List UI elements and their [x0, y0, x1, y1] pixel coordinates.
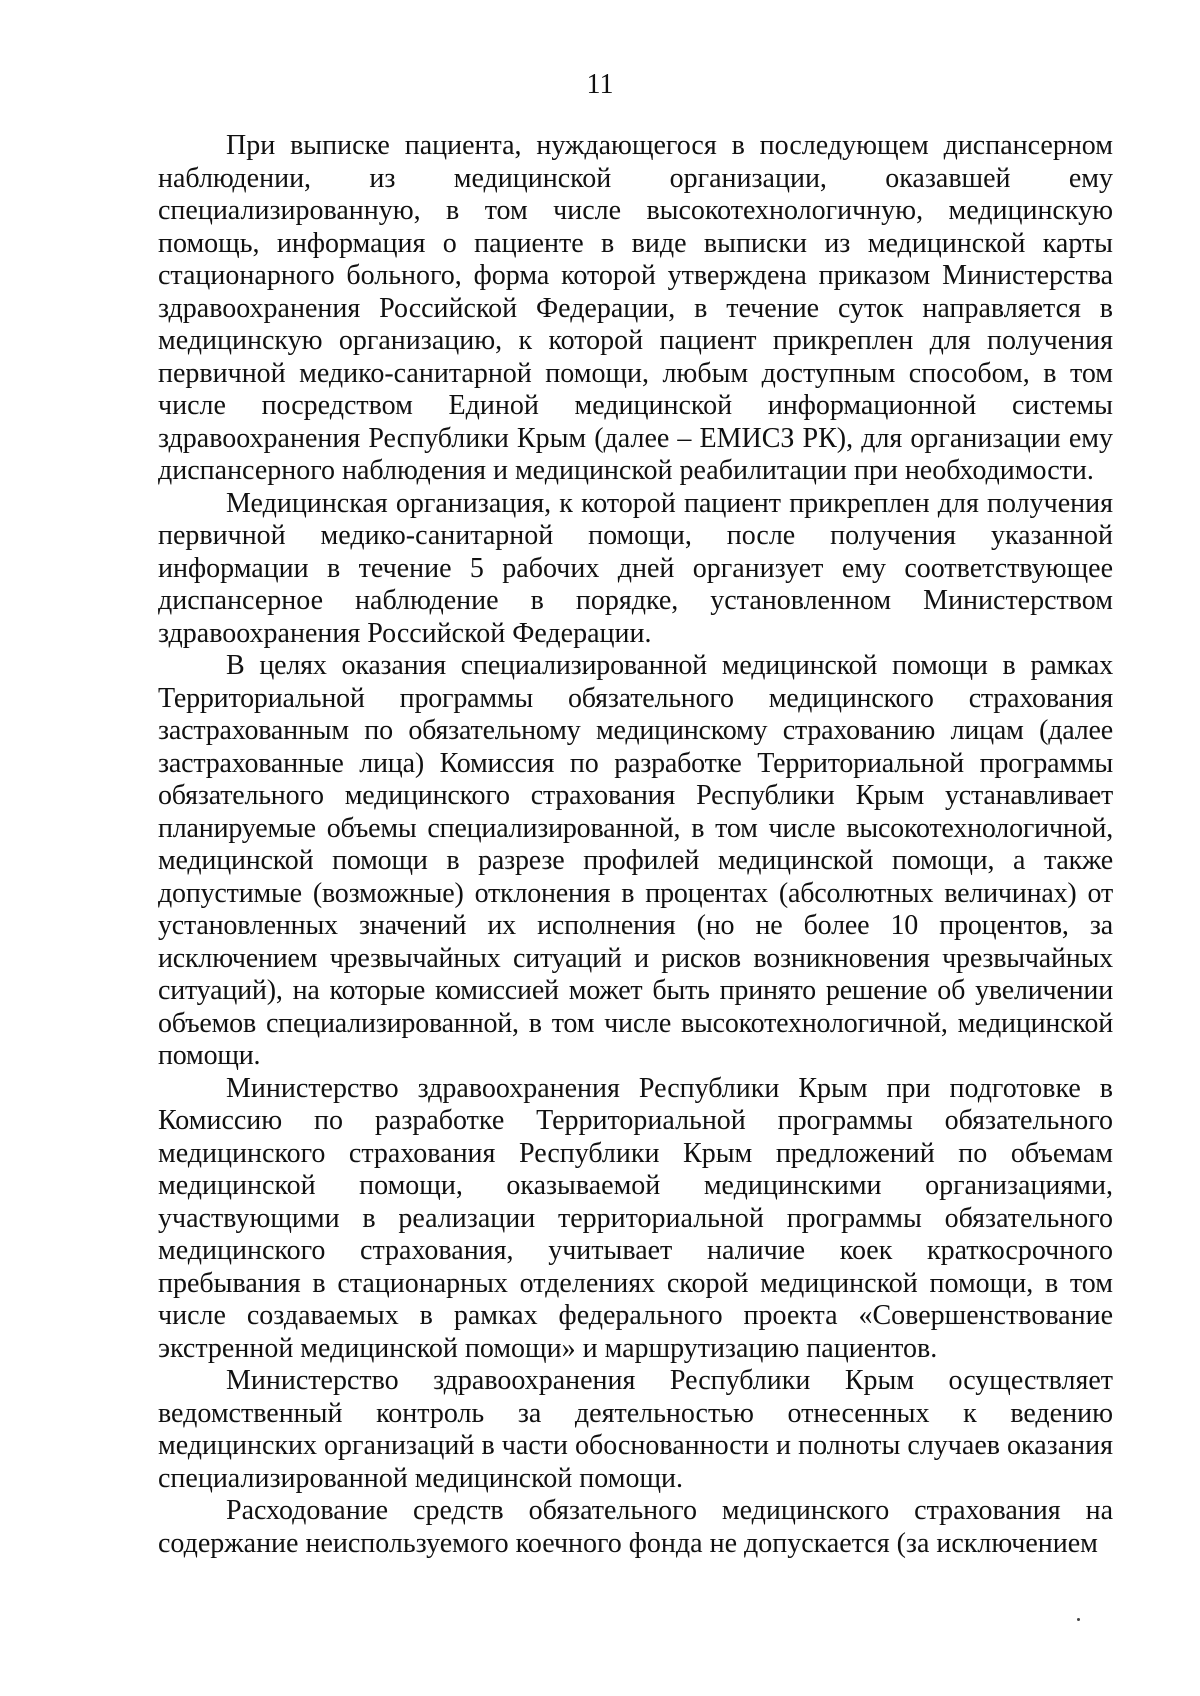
- paragraph-dispensary-observation: Медицинская организация, к которой пациент прикреплен для получения первичной медико-санитарной помощи, после получения указанной информации в течение 5 рабочих дней организует ему соответствующее диспансерное наблюдение в порядке, установленном Министерством здравоохранения Российской Федерации.: [158, 487, 1113, 649]
- paragraph-bed-fund-expenses: Расходование средств обязательного медицинского страхования на содержание неиспользуемого коечного фонда не допускается (за исключением: [158, 1495, 1113, 1559]
- scan-artifact-dot: [1077, 1618, 1080, 1621]
- document-body: [158, 130, 1113, 1560]
- page-number: 11: [586, 69, 614, 100]
- paragraph-ministry-proposals: Министерство здравоохранения Республики Крым при подготовке в Комиссию по разработке Территориальной программы обязательного медицинского страхования Республики Крым предложений по объемам медицинской помощи, оказываемой медицинскими организациями, участвующими в реализации территориальной программы обязательного медицинского страхования, учитывает наличие коек краткосрочного пребывания в стационарных отделениях скорой медицинской помощи, в том числе создаваемых в рамках федерального проекта «Совершенствование экстренной медицинской помощи» и маршрутизацию пациентов.: [158, 1072, 1113, 1364]
- paragraph-departmental-control: Министерство здравоохранения Республики Крым осуществляет ведомственный контроль за деятельностью отнесенных к ведению медицинских организаций в части обоснованности и полноты случаев оказания специализированной медицинской помощи.: [158, 1365, 1113, 1494]
- paragraph-discharge-information: При выписке пациента, нуждающегося в последующем диспансерном наблюдении, из медицинской организации, оказавшей ему специализированную, в том числе высокотехнологичную, медицинскую помощь, информация о пациенте в виде выписки из медицинской карты стационарного больного, форма которой утверждена приказом Министерства здравоохранения Российской Федерации, в течение суток направляется в медицинскую организацию, к которой пациент прикреплен для получения первичной медико-санитарной помощи, любым доступным способом, в том числе посредством Единой медицинской информационной системы здравоохранения Республики Крым (далее – ЕМИСЗ РК), для организации ему диспансерного наблюдения и медицинской реабилитации при необходимости.: [158, 130, 1113, 486]
- paragraph-specialized-care-volumes: В целях оказания специализированной медицинской помощи в рамках Территориальной программы обязательного медицинского страхования застрахованным по обязательному медицинскому страхованию лицам (далее застрахованные лица) Комиссия по разработке Территориальной программы обязательного медицинского страхования Республики Крым устанавливает планируемые объемы специализированной, в том числе высокотехнологичной, медицинской помощи в разрезе профилей медицинской помощи, а также допустимые (возможные) отклонения в процентах (абсолютных величинах) от установленных значений их исполнения (но не более 10 процентов, за исключением чрезвычайных ситуаций и рисков возникновения чрезвычайных ситуаций), на которые комиссией может быть принято решение об увеличении объемов специализированной, в том числе высокотехнологичной, медицинской помощи.: [158, 650, 1113, 1071]
